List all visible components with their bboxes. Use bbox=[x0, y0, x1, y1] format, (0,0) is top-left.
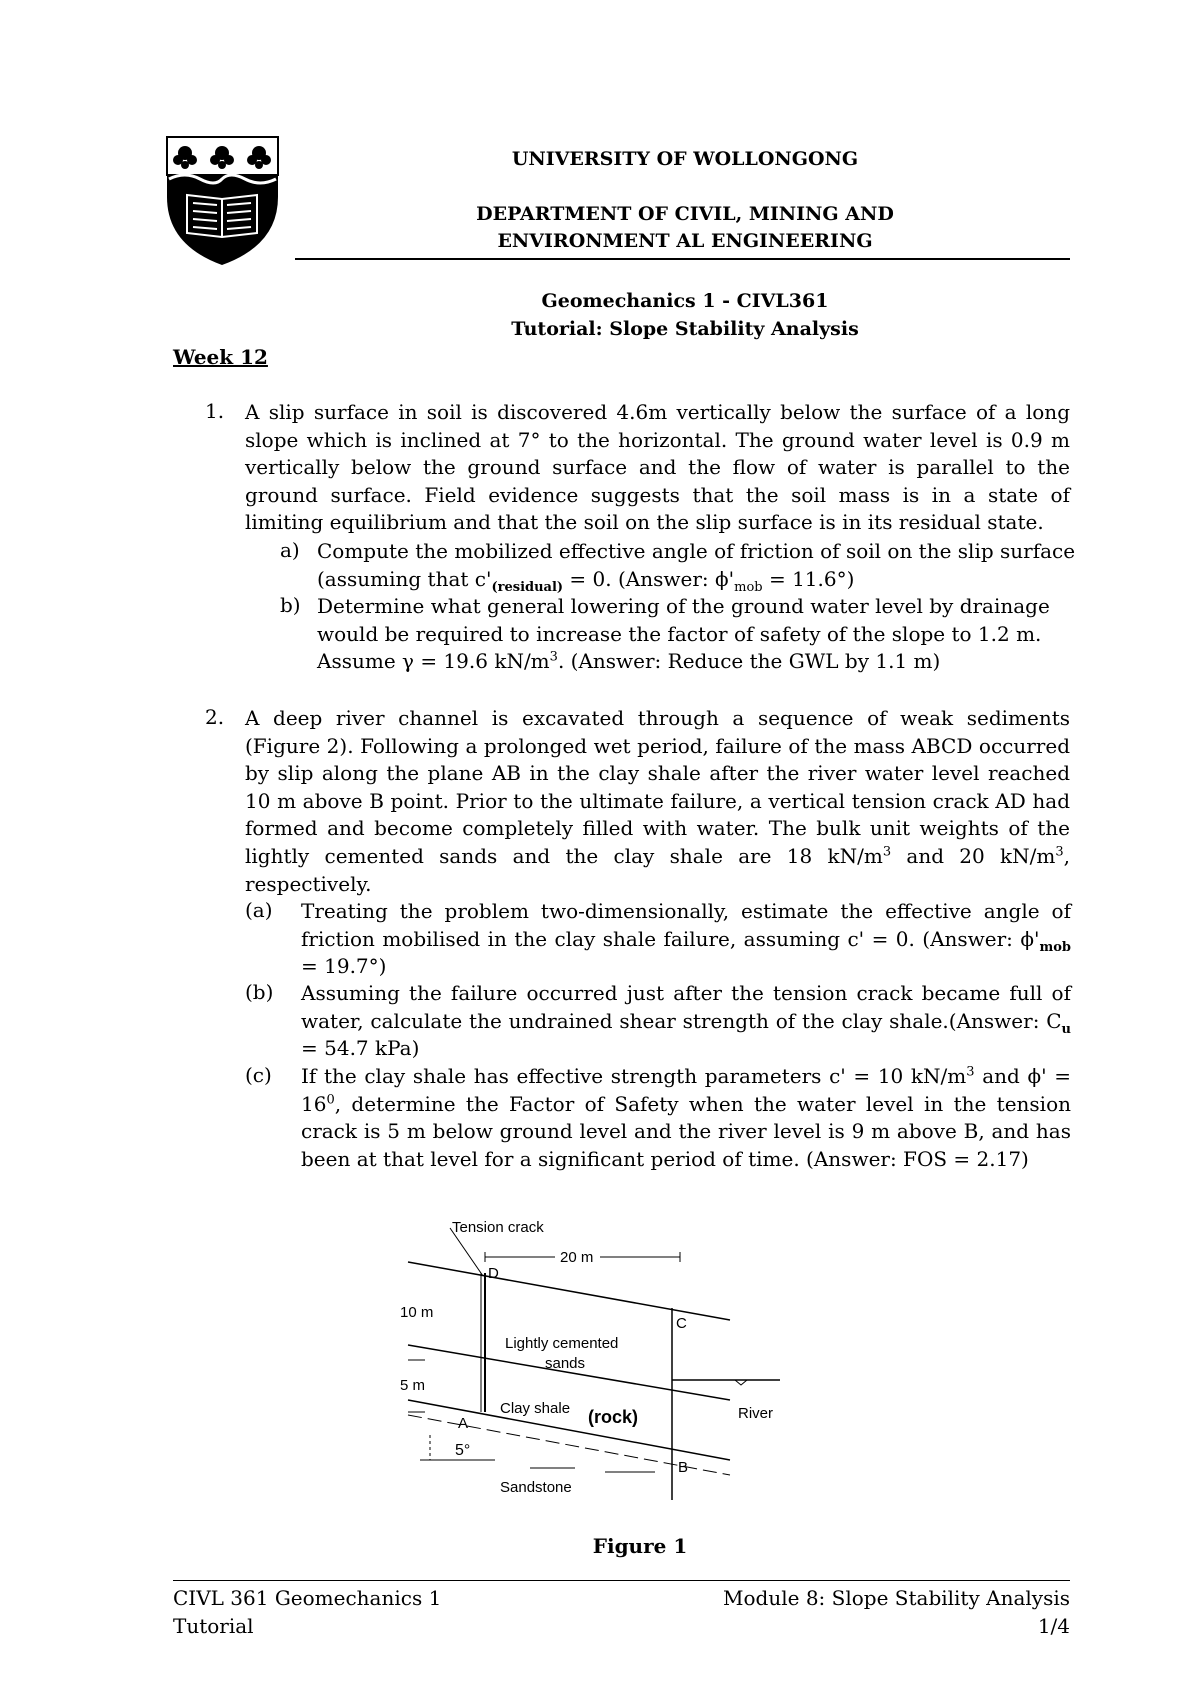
label-angle: 5° bbox=[455, 1442, 471, 1459]
footer-module: Module 8: Slope Stability Analysis bbox=[723, 1586, 1070, 1610]
header-divider bbox=[295, 258, 1070, 260]
university-crest-logo bbox=[165, 135, 280, 267]
footer-divider bbox=[173, 1580, 1070, 1581]
ground-surface-line bbox=[408, 1262, 730, 1320]
label-tension-crack: Tension crack bbox=[452, 1219, 544, 1236]
label-a: A bbox=[458, 1415, 469, 1432]
question-1a-line-2: (assuming that $c'_{(residual)} = 0$. (Answer: $\phi'_{mob} = 11.6^\circ$) bbox=[317, 566, 855, 595]
footer-page-number: 1/4 bbox=[1037, 1614, 1070, 1638]
label-d: D bbox=[488, 1265, 499, 1282]
question-2a-text: Treating the problem two-dimensionally, estimate the effective angle of friction mobilised in the clay shale failure, assuming c' = 0. (Answer: $\phi'_{mob} = 19.7^\circ$) bbox=[301, 899, 1071, 979]
label-c: C bbox=[676, 1315, 687, 1332]
label-river: River bbox=[738, 1405, 774, 1422]
question-2b-text: Assuming the failure occurred just after the tension crack became full of water, calculate the undrained shear strength of the clay shale.(Answer: $C_u = 54.7$ kPa) bbox=[301, 981, 1071, 1061]
department-line-2: ENVIRONMENT AL ENGINEERING bbox=[497, 230, 873, 252]
label-sands: Lightly cemented bbox=[505, 1335, 619, 1352]
question-2b-label: (b) bbox=[245, 980, 274, 1004]
question-2a-label: (a) bbox=[245, 898, 273, 922]
label-rock: (rock) bbox=[588, 1407, 639, 1427]
label-10m: 10 m bbox=[400, 1304, 434, 1321]
week-label: Week 12 bbox=[173, 345, 268, 369]
question-2-text: A deep river channel is excavated through a sequence of weak sediments (Figure 2). Following a prolonged wet period, failure of the mass ABCD occurred by slip along the plane AB in the clay shale after the river water level reached 10 m above B point. Prior to the ultimate failure, a vertical tension crack AD had formed and become completely filled with water. The bulk unit weights of the lightly cemented sands and the clay shale are 18 $kN/m^3$ and 20 $kN/m^3$, respectively. bbox=[245, 706, 1071, 896]
question-1a-label: a) bbox=[280, 538, 300, 562]
label-sands-2: sands bbox=[545, 1355, 586, 1372]
question-2c-label: (c) bbox=[245, 1063, 272, 1087]
label-sandstone: Sandstone bbox=[500, 1479, 572, 1496]
question-1a-line-1: Compute the mobilized effective angle of friction of soil on the slip surface bbox=[317, 539, 1076, 563]
label-5m: 5 m bbox=[400, 1377, 426, 1394]
question-1-number: 1. bbox=[205, 399, 225, 423]
question-1b-text bbox=[317, 593, 1077, 676]
question-2c-text: If the clay shale has effective strength parameters c' = 10 $kN/m^3$ and $\phi' = 16^0$, determine the Factor of Safety when the water level in the tension crack is 5 m below ground level and the river level is 9 m above B, and has been at that level for a significant period of time. (Answer: FOS = 2.17) bbox=[301, 1064, 1071, 1171]
question-2-number: 2. bbox=[205, 705, 225, 729]
university-name: UNIVERSITY OF WOLLONGONG bbox=[511, 148, 859, 170]
question-1b-line-2: would be required to increase the factor of safety of the slope to 1.2 m. bbox=[317, 621, 1042, 646]
question-1a-text bbox=[317, 538, 1077, 593]
question-1b-line-3: Assume γ = 19.6 $kN/m^3$. (Answer: Reduce the GWL by 1.1 m) bbox=[317, 649, 941, 674]
slope-failure-diagram bbox=[400, 1210, 860, 1530]
footer-doc-type: Tutorial bbox=[173, 1614, 254, 1638]
course-title: Geomechanics 1 - CIVL361 bbox=[541, 290, 829, 312]
department-line-1: DEPARTMENT OF CIVIL, MINING AND bbox=[476, 203, 894, 225]
question-1-text: A slip surface in soil is discovered 4.6m vertically below the surface of a long slope which is inclined at 7° to the horizontal. The ground water level is 0.9 m vertically below the ground surface and the flow of water is parallel to the ground surface. Field evidence suggests that the soil mass is in a state of limiting equilibrium and that the soil on the slip surface is in its residual state. bbox=[245, 400, 1070, 535]
question-1b-line-1: Determine what general lowering of the ground water level by drainage bbox=[317, 594, 1050, 618]
label-width-20m: 20 m bbox=[560, 1249, 594, 1266]
footer-course: CIVL 361 Geomechanics 1 bbox=[173, 1586, 442, 1610]
label-clay-shale: Clay shale bbox=[500, 1400, 571, 1417]
question-1b-label: b) bbox=[280, 593, 301, 617]
figure-caption: Figure 1 bbox=[592, 1534, 688, 1558]
tutorial-title: Tutorial: Slope Stability Analysis bbox=[511, 318, 859, 340]
label-b: B bbox=[678, 1459, 689, 1476]
sand-clay-boundary bbox=[408, 1345, 730, 1400]
